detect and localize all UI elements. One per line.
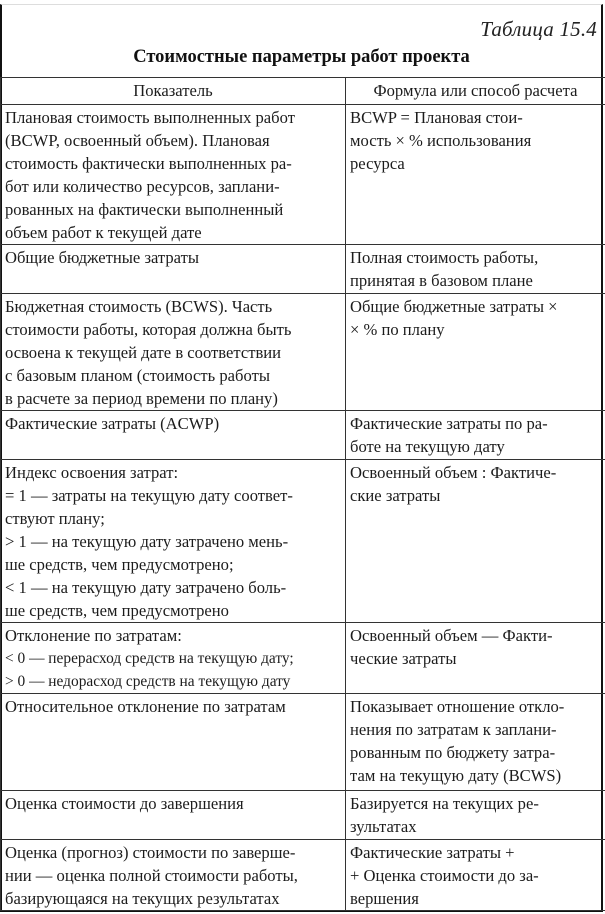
indicator-text-line: бот или количество ресурсов, заплани- [5, 177, 280, 196]
table-row [1, 105, 605, 245]
indicator-text-line: с базовым планом (стоимость работы [5, 366, 270, 385]
formula-text-line: мость × % использования [350, 131, 532, 150]
document-page [0, 4, 603, 912]
indicator-text-line: Оценка (прогноз) стоимости по заверше- [5, 843, 296, 862]
indicator-text-line: объем работ к текущей дате [5, 223, 202, 242]
formula-text-line: BCWP = Плановая стои- [350, 108, 523, 127]
indicator-text-line: < 1 — на текущую дату затрачено боль- [5, 578, 287, 597]
table-header-row [1, 78, 605, 105]
table-title: Стоимостные параметры работ проекта [133, 47, 470, 67]
formula-text-line: Базируется на текущих ре- [350, 794, 539, 813]
table-row [1, 245, 605, 294]
indicator-text-line: нии — оценка полной стоимости работы, [5, 866, 298, 885]
indicator-text-line: > 0 — недорасход средств на текущую дату [5, 673, 291, 690]
indicator-cell [1, 460, 346, 623]
indicator-cell [1, 623, 346, 694]
formula-text-line: ческие затраты [350, 649, 457, 668]
formula-text-line: Освоенный объем : Фактиче- [350, 463, 557, 482]
formula-cell [346, 245, 605, 294]
indicator-text-line: Фактические затраты (ACWP) [5, 414, 220, 433]
indicator-text-line: ствуют плану; [5, 509, 105, 528]
indicator-cell [1, 840, 346, 911]
formula-text-line: × % по плану [350, 320, 445, 339]
indicator-cell [1, 411, 346, 460]
table-row [1, 623, 605, 694]
indicator-text-line: Индекс освоения затрат: [5, 463, 179, 482]
column-header-indicator: Показатель [1, 78, 346, 105]
formula-text-line: принятая в базовом плане [350, 271, 533, 290]
indicator-text-line: Бюджетная стоимость (BCWS). Часть [5, 297, 273, 316]
formula-text-line: рованным по бюджету затра- [350, 743, 556, 762]
indicator-cell [1, 294, 346, 411]
indicator-text-line: ше средств, чем предусмотрено [5, 601, 229, 620]
cost-parameters-table [0, 77, 605, 911]
formula-text-line: боте на текущую дату [350, 437, 505, 456]
indicator-text-line: освоена к текущей дате в соответствии [5, 343, 282, 362]
indicator-text-line: = 1 — затраты на текущую дату соответ- [5, 486, 293, 505]
indicator-text-line: Относительное отклонение по затратам [5, 697, 286, 716]
formula-text-line: Фактические затраты по ра- [350, 414, 548, 433]
indicator-cell [1, 694, 346, 791]
indicator-cell [1, 105, 346, 245]
indicator-cell [1, 791, 346, 840]
formula-cell [346, 294, 605, 411]
formula-cell [346, 460, 605, 623]
formula-text-line: + Оценка стоимости до за- [350, 866, 539, 885]
indicator-text-line: стоимости работы, которая должна быть [5, 320, 292, 339]
formula-text-line: Полная стоимость работы, [350, 248, 539, 267]
indicator-text-line: рованных на фактически выполненный [5, 200, 284, 219]
indicator-text-line: Оценка стоимости до завершения [5, 794, 244, 813]
table-number: Таблица 15.4 [480, 17, 597, 41]
indicator-text-line: > 1 — на текущую дату затрачено мень- [5, 532, 289, 551]
indicator-text-line: Отклонение по затратам: [5, 626, 182, 645]
formula-text-line: зультатах [350, 817, 417, 836]
formula-cell [346, 791, 605, 840]
indicator-text-line: < 0 — перерасход средств на текущую дату; [5, 650, 294, 667]
indicator-text-line: стоимость фактически выполненных ра- [5, 154, 292, 173]
formula-cell [346, 411, 605, 460]
formula-cell [346, 840, 605, 911]
table-row [1, 460, 605, 623]
table-row [1, 694, 605, 791]
indicator-cell [1, 245, 346, 294]
indicator-text-line: базирующаяся на текущих результатах [5, 889, 280, 908]
table-row [1, 294, 605, 411]
table-row [1, 791, 605, 840]
formula-text-line: Общие бюджетные затраты × [350, 297, 558, 316]
table-row [1, 840, 605, 911]
table-row [1, 411, 605, 460]
formula-text-line: Освоенный объем — Факти- [350, 626, 553, 645]
indicator-text-line: ше средств, чем предусмотрено; [5, 555, 234, 574]
formula-cell [346, 623, 605, 694]
formula-text-line: нения по затратам к заплани- [350, 720, 557, 739]
indicator-text-line: Общие бюджетные затраты [5, 248, 200, 267]
formula-text-line: Показывает отношение откло- [350, 697, 565, 716]
indicator-text-line: (BCWP, освоенный объем). Плановая [5, 131, 270, 150]
formula-text-line: ские затраты [350, 486, 441, 505]
formula-text-line: там на текущую дату (BCWS) [350, 766, 562, 785]
formula-cell [346, 105, 605, 245]
indicator-text-line: Плановая стоимость выполненных работ [5, 108, 295, 127]
formula-cell [346, 694, 605, 791]
indicator-text-line: в расчете за период времени по плану) [5, 389, 278, 408]
formula-text-line: ресурса [350, 154, 405, 173]
formula-text-line: вершения [350, 889, 419, 908]
formula-text-line: Фактические затраты + [350, 843, 515, 862]
column-header-formula: Формула или способ расчета [346, 78, 605, 105]
